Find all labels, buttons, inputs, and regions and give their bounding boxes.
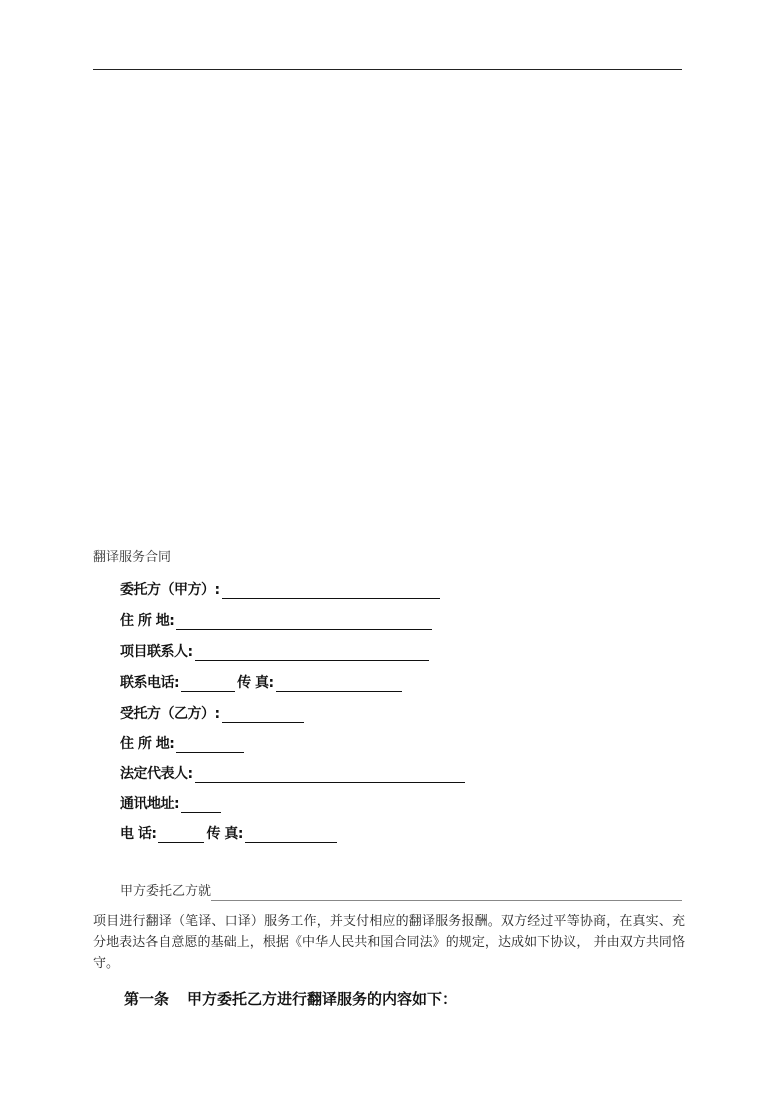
party-b-legal-rep-blank[interactable]	[195, 766, 465, 783]
party-a-name-row	[120, 579, 440, 599]
party-b-mail-address-blank[interactable]	[181, 796, 221, 813]
party-b-mail-address-row	[120, 793, 221, 813]
intro-prefix: 甲方委托乙方就	[120, 884, 212, 899]
party-b-name-row	[120, 703, 304, 723]
party-a-fax-label: 传 真:	[237, 675, 274, 691]
party-b-mail-address-label: 通讯地址:	[120, 796, 180, 812]
party-a-address-blank[interactable]	[176, 613, 432, 630]
article-1-number: 第一条	[124, 990, 170, 1008]
party-a-name-label: 委托方（甲方）:	[120, 582, 220, 598]
article-1-text: 甲方委托乙方进行翻译服务的内容如下：	[187, 990, 458, 1008]
party-a-phone-blank[interactable]	[181, 675, 235, 692]
party-b-address-row	[120, 733, 244, 753]
party-b-fax-blank[interactable]	[245, 826, 337, 843]
party-a-contact-row	[120, 641, 429, 661]
party-a-contact-label: 项目联系人:	[120, 644, 193, 660]
party-b-legal-rep-label: 法定代表人:	[120, 766, 193, 782]
project-name-blank[interactable]	[211, 886, 682, 901]
intro-line	[120, 883, 682, 901]
body-paragraph: 项目进行翻译（笔译、口译）服务工作，并支付相应的翻译服务报酬。双方经过平等协商，在真实、充分地表达各自意愿的基础上，根据《中华人民共和国合同法》的规定，达成如下协议， 并由双方共同恪守。	[93, 914, 685, 971]
party-b-name-blank[interactable]	[222, 706, 304, 723]
party-b-phone-row	[120, 823, 337, 843]
party-a-fax-blank[interactable]	[276, 675, 402, 692]
party-b-address-label: 住 所 地:	[120, 736, 175, 752]
party-b-fax-label: 传 真:	[206, 826, 243, 842]
party-a-name-blank[interactable]	[222, 582, 440, 599]
party-a-address-row	[120, 610, 432, 630]
party-b-phone-blank[interactable]	[158, 826, 204, 843]
document-title: 翻译服务合同	[93, 550, 172, 565]
party-b-name-label: 受托方（乙方）:	[120, 706, 220, 722]
party-a-phone-row	[120, 672, 402, 692]
party-b-address-blank[interactable]	[176, 736, 244, 753]
party-b-phone-label: 电 话:	[120, 826, 157, 842]
party-a-contact-blank[interactable]	[195, 644, 429, 661]
header-rule	[93, 69, 682, 70]
party-b-legal-rep-row	[120, 763, 465, 783]
party-a-address-label: 住 所 地:	[120, 613, 175, 629]
party-a-phone-label: 联系电话:	[120, 675, 180, 691]
article-1-heading	[124, 988, 457, 1009]
